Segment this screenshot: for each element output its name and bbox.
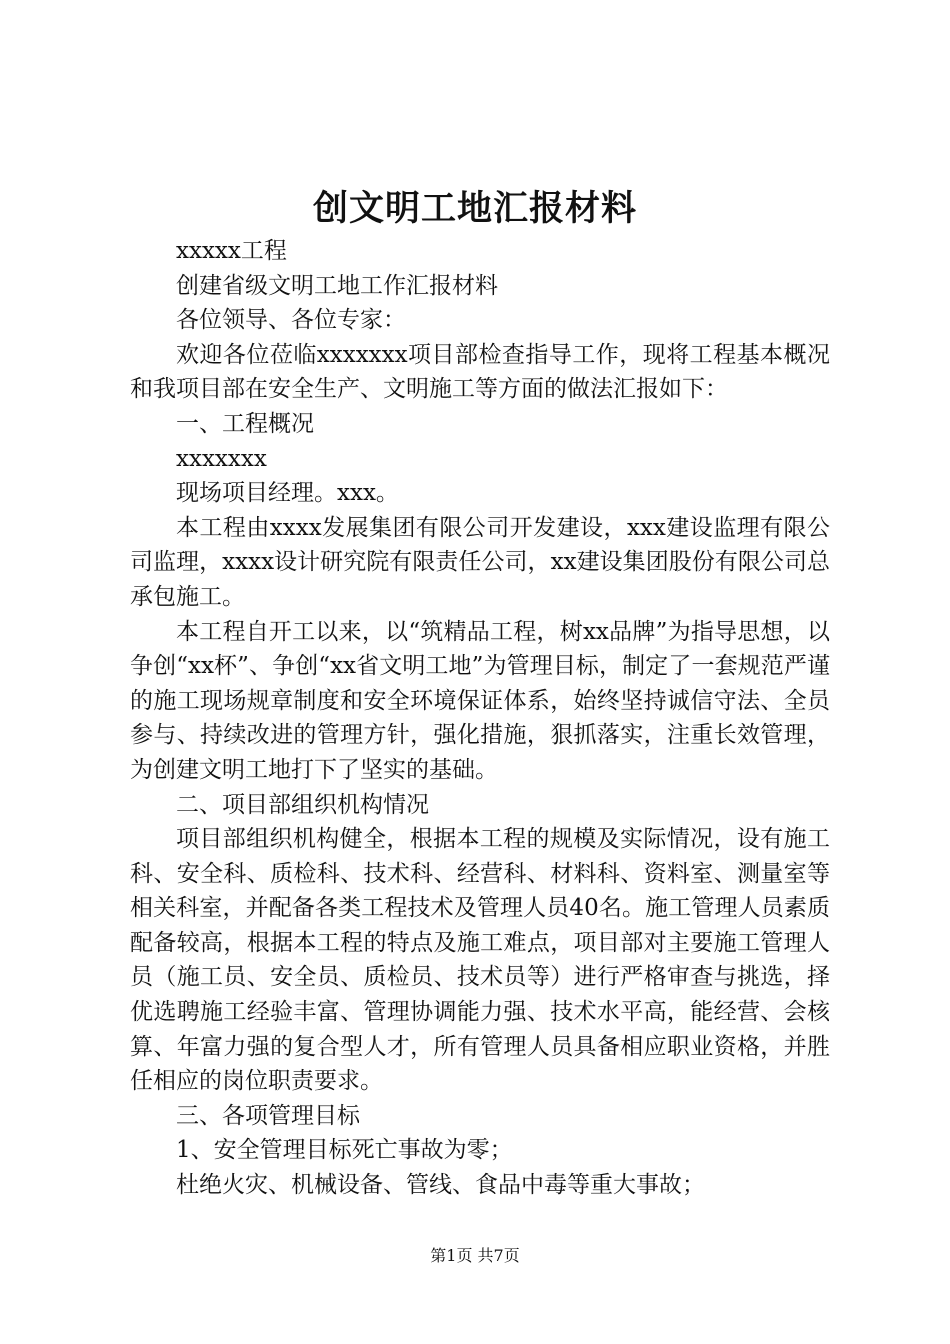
document-body [130,234,830,1203]
paragraph-accident-prevention: 杜绝火灾、机械设备、管线、食品中毒等重大事故； [176,1172,705,1199]
paragraph-project-code: xxxxxxx [176,445,267,472]
section-heading-overview: 一、工程概况 [176,410,314,437]
document-title: 创文明工地汇报材料 [312,188,637,229]
paragraph-site-manager: 现场项目经理。xxx。 [176,480,399,507]
paragraph-management-policy: 本工程自开工以来，以“筑精品工程，树xx品牌”为指导思想，以争创“xx杯”、争创“xx省文明工地”为管理目标，制定了一套规范严谨的施工现场规章制度和安全环境保证体系，始终坚持诚信守法、全员参与、持续改进的管理方针，强化措施，狠抓落实，注重长效管理，为创建文明工地打下了坚实的基础。 [130,618,830,783]
section-heading-organization: 二、项目部组织机构情况 [176,791,429,818]
section-heading-goals: 三、各项管理目标 [176,1102,360,1129]
paragraph-safety-goal: 1、安全管理目标死亡事故为零； [176,1137,513,1164]
paragraph-report-subtitle: 创建省级文明工地工作汇报材料 [176,272,498,299]
paragraph-welcome: 欢迎各位莅临xxxxxxx项目部检查指导工作，现将工程基本概况和我项目部在安全生产、文明施工等方面的做法汇报如下： [130,341,830,403]
paragraph-project-parties: 本工程由xxxx发展集团有限公司开发建设，xxx建设监理有限公司监理，xxxx设计研究院有限责任公司，xx建设集团股份有限公司总承包施工。 [130,514,830,610]
paragraph-project-name: xxxxx工程 [176,238,287,264]
page-number-footer: 第1页 共7页 [430,1246,520,1265]
paragraph-organization: 项目部组织机构健全，根据本工程的规模及实际情况，设有施工科、安全科、质检科、技术科、经营科、材料科、资料室、测量室等相关科室，并配备各类工程技术及管理人员40名。施工管理人员素质配备较高，根据本工程的特点及施工难点，项目部对主要施工管理人员（施工员、安全员、质检员、技术员等）进行严格审查与挑选，择优选聘施工经验丰富、管理协调能力强、技术水平高，能经营、会核算、年富力强的复合型人才，所有管理人员具备相应职业资格，并胜任相应的岗位职责要求。 [130,826,830,1095]
paragraph-salutation: 各位领导、各位专家： [176,307,406,334]
